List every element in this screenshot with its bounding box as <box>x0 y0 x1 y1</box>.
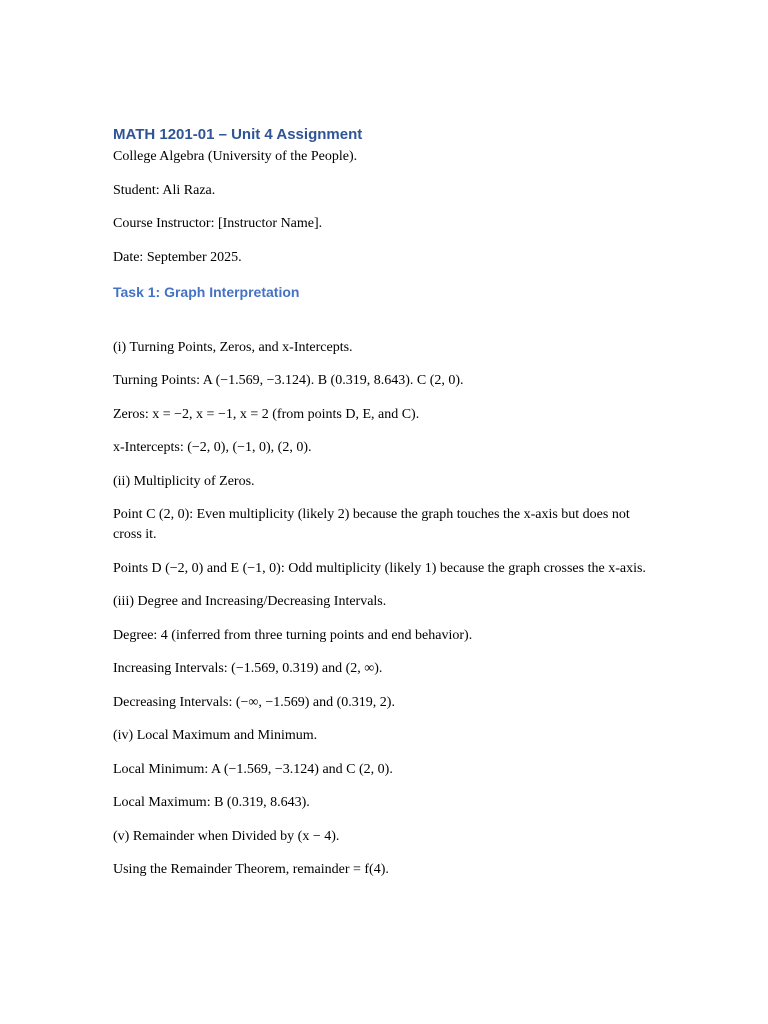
degree-line: Degree: 4 (inferred from three turning points and end behavior). <box>113 627 473 643</box>
increasing-intervals-line: Increasing Intervals: (−1.569, 0.319) and (2, ∞). <box>113 661 383 676</box>
course-line: College Algebra (University of the People). <box>113 149 358 164</box>
section-heading-iii: (iii) Degree and Increasing/Decreasing Intervals. <box>113 594 387 609</box>
section-heading-i: (i) Turning Points, Zeros, and x-Intercepts. <box>113 339 353 355</box>
document-title: MATH 1201-01 – Unit 4 Assignment <box>113 126 363 143</box>
task-heading: Task 1: Graph Interpretation <box>113 283 300 300</box>
section-heading-v: (v) Remainder when Divided by (x − 4). <box>113 828 340 844</box>
section-heading-iv: (iv) Local Maximum and Minimum. <box>113 728 318 743</box>
student-line: Student: Ali Raza. <box>113 182 216 198</box>
local-maximum-line: Local Maximum: B (0.319, 8.643). <box>113 795 310 810</box>
turning-points-line: Turning Points: A (−1.569, −3.124). B (0.319, 8.643). C (2, 0). <box>113 373 464 388</box>
section-heading-ii: (ii) Multiplicity of Zeros. <box>113 473 255 489</box>
multiplicity-c-paragraph: Point C (2, 0): Even multiplicity (likely 2) because the graph touches the x-axis but does not cross it. <box>113 507 630 542</box>
date-line: Date: September 2025. <box>113 249 242 265</box>
document-body <box>113 125 658 880</box>
remainder-theorem-line: Using the Remainder Theorem, remainder = f(4). <box>113 862 389 877</box>
x-intercepts-line: x-Intercepts: (−2, 0), (−1, 0), (2, 0). <box>113 440 312 455</box>
zeros-line: Zeros: x = −2, x = −1, x = 2 (from points D, E, and C). <box>113 406 420 422</box>
instructor-line: Course Instructor: [Instructor Name]. <box>113 216 323 231</box>
decreasing-intervals-line: Decreasing Intervals: (−∞, −1.569) and (0.319, 2). <box>113 694 395 710</box>
local-minimum-line: Local Minimum: A (−1.569, −3.124) and C (2, 0). <box>113 761 393 777</box>
multiplicity-de-paragraph: Points D (−2, 0) and E (−1, 0): Odd multiplicity (likely 1) because the graph crosses the x-axis. <box>113 560 646 576</box>
